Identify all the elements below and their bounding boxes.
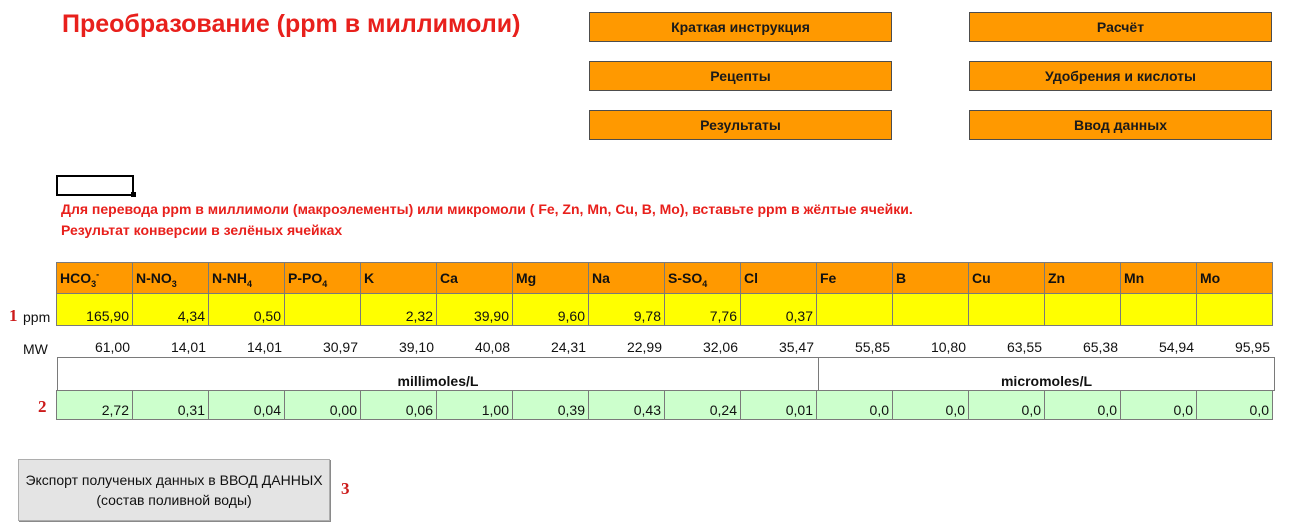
element-symbol: K xyxy=(364,270,375,286)
results-button[interactable]: Результаты xyxy=(589,110,892,140)
element-subscript: 4 xyxy=(247,278,253,289)
element-header xyxy=(968,262,1045,294)
ppm-input-cell[interactable]: 9,60 xyxy=(512,293,589,326)
element-header xyxy=(664,262,741,294)
instruction-line-2: Результат конверсии в зелёных ячейках xyxy=(61,222,343,238)
element-symbol: N-NO xyxy=(136,270,172,286)
element-symbol: Na xyxy=(592,270,610,286)
mw-value: 65,38 xyxy=(1082,339,1118,355)
element-symbol: Cl xyxy=(744,270,758,286)
element-header xyxy=(132,262,209,294)
element-header xyxy=(588,262,665,294)
ppm-input-cell[interactable]: 165,90 xyxy=(56,293,133,326)
result-cell: 0,0 xyxy=(1044,390,1121,420)
millimoles-unit-label: millimoles/L xyxy=(57,357,819,391)
result-cell: 0,06 xyxy=(360,390,437,420)
result-cell: 0,43 xyxy=(588,390,665,420)
ppm-input-cell[interactable] xyxy=(816,293,893,326)
page-title: Преобразование (ppm в миллимоли) xyxy=(62,10,521,38)
element-symbol: P-PO xyxy=(288,270,323,286)
element-header xyxy=(892,262,969,294)
mw-value: 14,01 xyxy=(170,339,206,355)
quick-guide-button[interactable]: Краткая инструкция xyxy=(589,12,892,42)
mw-value: 54,94 xyxy=(1158,339,1194,355)
element-header xyxy=(1120,262,1197,294)
result-cell: 1,00 xyxy=(436,390,513,420)
mw-value: 35,47 xyxy=(778,339,814,355)
ppm-input-cell[interactable] xyxy=(284,293,361,326)
mw-value: 24,31 xyxy=(550,339,586,355)
element-symbol: HCO xyxy=(60,270,92,286)
mw-row-label: MW xyxy=(23,341,48,357)
ppm-input-cell[interactable] xyxy=(1120,293,1197,326)
element-header-row xyxy=(57,262,1273,294)
element-header xyxy=(56,262,133,294)
element-header xyxy=(512,262,589,294)
row-marker-2: 2 xyxy=(38,397,47,416)
export-to-data-input-button[interactable]: Экспорт полученых данных в ВВОД ДАННЫХ (состав поливной воды) xyxy=(18,459,330,521)
result-cell: 0,0 xyxy=(816,390,893,420)
element-symbol: Ca xyxy=(440,270,458,286)
element-header xyxy=(284,262,361,294)
result-cell: 0,04 xyxy=(208,390,285,420)
result-cell: 0,0 xyxy=(968,390,1045,420)
element-subscript: 3 xyxy=(171,278,177,289)
element-superscript: - xyxy=(96,269,100,280)
instruction-line-1: Для перевода ppm в миллимоли (макроэлементы) или микромоли ( Fe, Zn, Mn, Cu, B, Mo), вставьте ppm в жёлтые ячейки. xyxy=(61,201,913,217)
element-header xyxy=(208,262,285,294)
ppm-input-cell[interactable]: 0,50 xyxy=(208,293,285,326)
element-symbol: Mn xyxy=(1124,270,1145,286)
calculation-button[interactable]: Расчёт xyxy=(969,12,1272,42)
element-symbol: N-NH xyxy=(212,270,247,286)
result-cell: 0,00 xyxy=(284,390,361,420)
element-header xyxy=(436,262,513,294)
mw-value: 55,85 xyxy=(854,339,890,355)
micromoles-unit-label: micromoles/L xyxy=(818,357,1275,391)
data-input-button[interactable]: Ввод данных xyxy=(969,110,1272,140)
mw-value: 39,10 xyxy=(398,339,434,355)
mw-value: 22,99 xyxy=(626,339,662,355)
element-symbol: Fe xyxy=(820,270,837,286)
mw-value: 10,80 xyxy=(930,339,966,355)
result-cell: 2,72 xyxy=(56,390,133,420)
element-symbol: S-SO xyxy=(668,270,703,286)
ppm-input-cell[interactable]: 7,76 xyxy=(664,293,741,326)
ppm-input-cell[interactable]: 39,90 xyxy=(436,293,513,326)
element-symbol: B xyxy=(896,270,907,286)
mw-value: 95,95 xyxy=(1234,339,1270,355)
ppm-input-row xyxy=(57,293,1273,326)
element-subscript: 3 xyxy=(91,278,97,289)
result-row xyxy=(57,390,1273,420)
ppm-input-cell[interactable] xyxy=(892,293,969,326)
ppm-input-cell[interactable] xyxy=(1044,293,1121,326)
row-marker-1: 1 xyxy=(9,306,18,325)
element-subscript: 4 xyxy=(702,278,708,289)
element-header xyxy=(1196,262,1273,294)
result-cell: 0,24 xyxy=(664,390,741,420)
result-cell: 0,0 xyxy=(892,390,969,420)
mw-value: 32,06 xyxy=(702,339,738,355)
fertilizers-acids-button[interactable]: Удобрения и кислоты xyxy=(969,61,1272,91)
element-symbol: Mo xyxy=(1200,270,1221,286)
mw-value: 30,97 xyxy=(322,339,358,355)
element-symbol: Mg xyxy=(516,270,537,286)
ppm-row-label: ppm xyxy=(23,309,51,325)
ppm-input-cell[interactable] xyxy=(1196,293,1273,326)
recipes-button[interactable]: Рецепты xyxy=(589,61,892,91)
mw-value: 61,00 xyxy=(94,339,130,355)
element-subscript: 4 xyxy=(322,278,328,289)
result-cell: 0,31 xyxy=(132,390,209,420)
ppm-input-cell[interactable]: 2,32 xyxy=(360,293,437,326)
row-marker-3: 3 xyxy=(341,479,350,498)
ppm-input-cell[interactable]: 4,34 xyxy=(132,293,209,326)
result-cell: 0,39 xyxy=(512,390,589,420)
element-symbol: Cu xyxy=(972,270,991,286)
element-header xyxy=(740,262,817,294)
ppm-input-cell[interactable]: 9,78 xyxy=(588,293,665,326)
selected-cell[interactable] xyxy=(56,175,134,196)
molecular-weight-row xyxy=(57,335,1273,359)
element-header xyxy=(360,262,437,294)
ppm-input-cell[interactable]: 0,37 xyxy=(740,293,817,326)
mw-value: 63,55 xyxy=(1006,339,1042,355)
result-cell: 0,0 xyxy=(1196,390,1273,420)
result-cell: 0,01 xyxy=(740,390,817,420)
result-cell: 0,0 xyxy=(1120,390,1197,420)
mw-value: 40,08 xyxy=(474,339,510,355)
element-header xyxy=(816,262,893,294)
fill-handle[interactable] xyxy=(131,192,136,197)
mw-value: 14,01 xyxy=(246,339,282,355)
element-symbol: Zn xyxy=(1048,270,1066,286)
ppm-input-cell[interactable] xyxy=(968,293,1045,326)
element-header xyxy=(1044,262,1121,294)
